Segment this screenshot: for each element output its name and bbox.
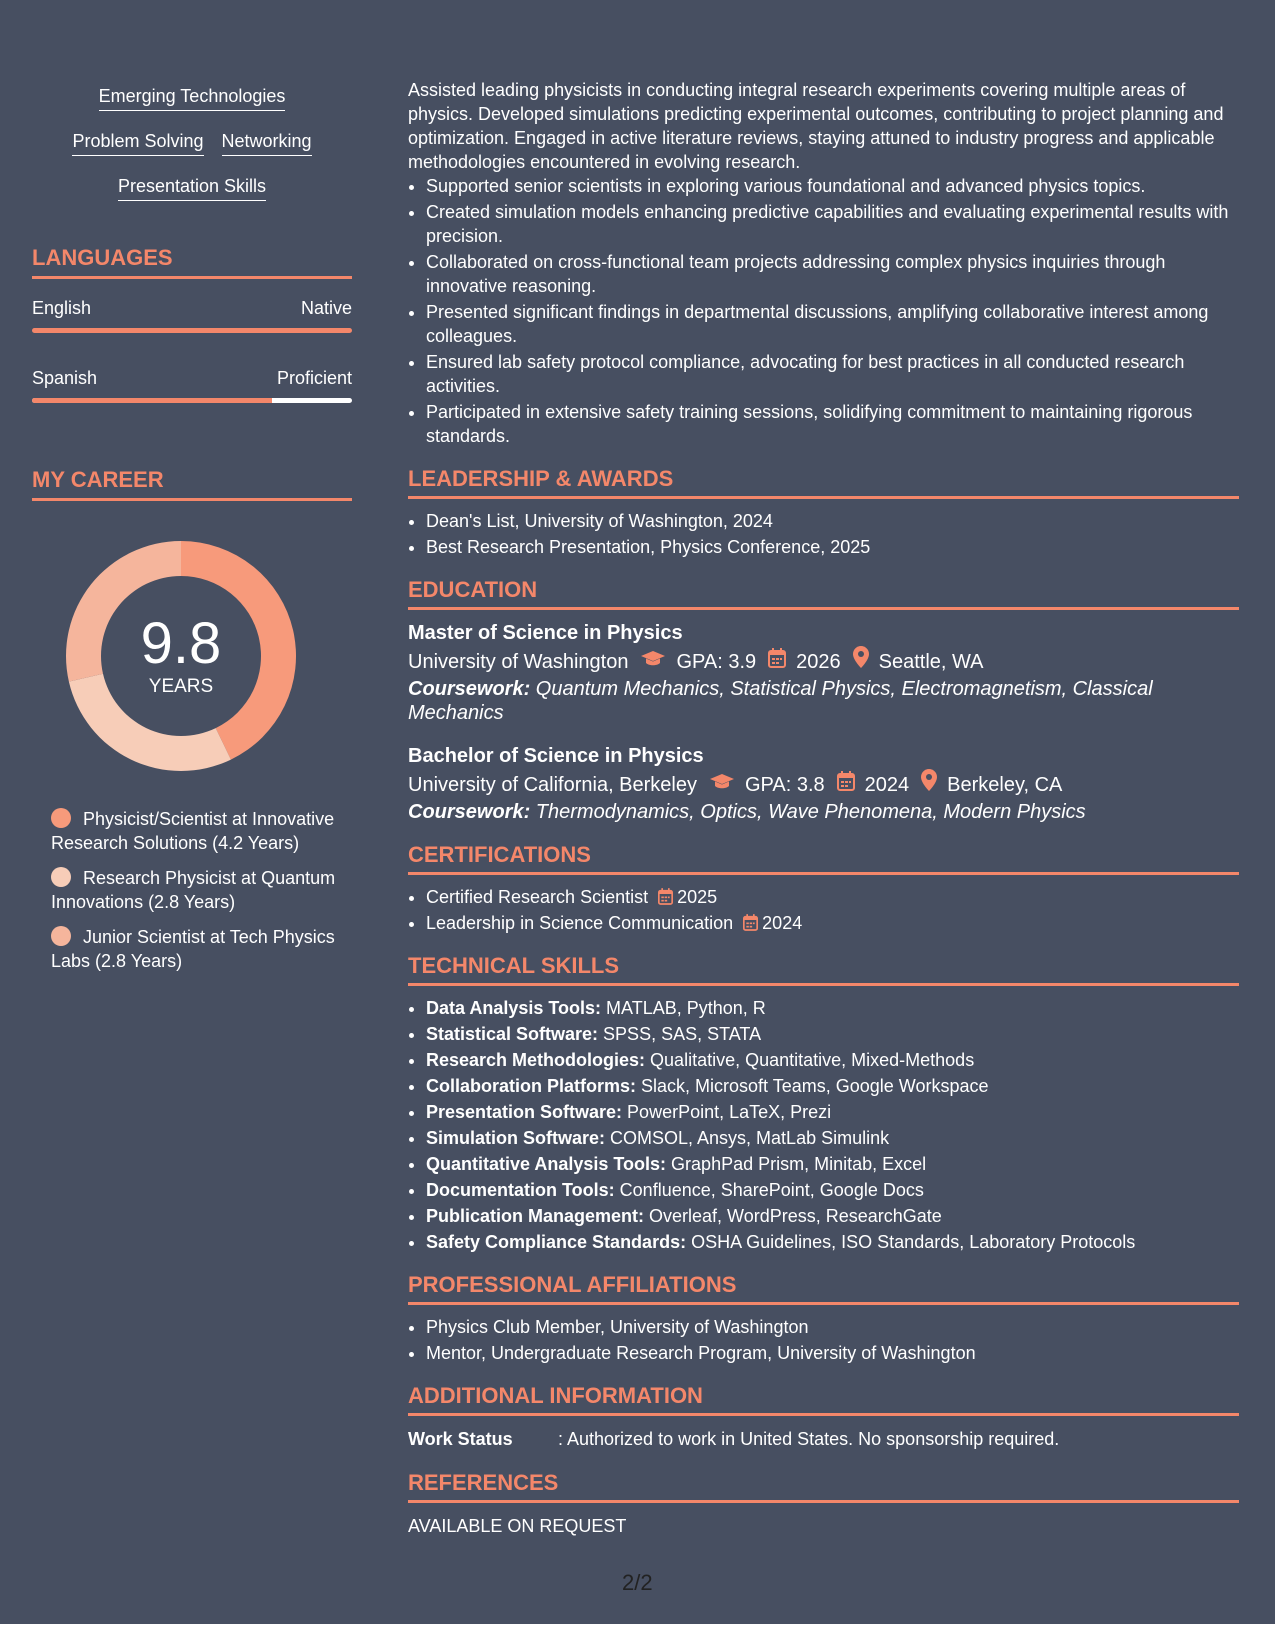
certification-item: • Certified Research Scientist 2025 bbox=[426, 885, 1239, 909]
education-gpa: GPA: 3.9 bbox=[676, 650, 757, 673]
affiliations-heading: PROFESSIONAL AFFILIATIONS bbox=[408, 1272, 1239, 1305]
experience-bullet: • Created simulation models enhancing predictive capabilities and evaluating experimental results with precision. bbox=[426, 200, 1239, 248]
language-bar bbox=[32, 328, 352, 333]
education-school: University of Washington bbox=[408, 650, 629, 673]
language-name: English bbox=[32, 298, 92, 318]
references-heading: REFERENCES bbox=[408, 1470, 1239, 1503]
calendar-icon bbox=[768, 647, 786, 677]
languages-heading: LANGUAGES bbox=[32, 245, 352, 279]
technical-skill-item: • Statistical Software: SPSS, SAS, STATA bbox=[426, 1022, 1239, 1046]
skill-tag: Problem Solving bbox=[72, 130, 203, 156]
education-gpa: GPA: 3.8 bbox=[745, 773, 825, 796]
leadership-heading: LEADERSHIP & AWARDS bbox=[408, 466, 1239, 499]
skills-tags bbox=[32, 85, 352, 201]
affiliation-item: • Mentor, Undergraduate Research Program, University of Washington bbox=[426, 1341, 1239, 1365]
language-bar-fill bbox=[32, 398, 272, 403]
certification-item: • Leadership in Science Communication 2024 bbox=[426, 911, 1239, 935]
language-level: Native bbox=[300, 298, 352, 318]
technical-skill-item: • Simulation Software: COMSOL, Ansys, MatLab Simulink bbox=[426, 1126, 1239, 1150]
language-bar-fill bbox=[32, 328, 352, 333]
certification-year: 2025 bbox=[677, 887, 718, 907]
experience-bullet: • Collaborated on cross-functional team projects addressing complex physics inquiries through innovative reasoning. bbox=[426, 250, 1239, 298]
experience-bullet: • Presented significant findings in departmental discussions, amplifying collaborative interest among colleagues. bbox=[426, 300, 1239, 348]
skill-tag: Networking bbox=[222, 130, 312, 156]
work-status-row bbox=[408, 1426, 1239, 1452]
education-coursework: Coursework: Quantum Mechanics, Statistical Physics, Electromagnetism, Classical Mechanics bbox=[408, 678, 1153, 724]
sidebar bbox=[32, 85, 352, 984]
references-text: AVAILABLE ON REQUEST bbox=[408, 1516, 627, 1536]
education-location: Seattle, WA bbox=[878, 650, 984, 673]
education-entry bbox=[408, 620, 1239, 725]
career-legend bbox=[51, 807, 341, 973]
location-pin-icon bbox=[853, 646, 869, 677]
career-legend-item: Physicist/Scientist at Innovative Research Solutions (4.2 Years) bbox=[51, 809, 335, 853]
graduation-cap-icon bbox=[709, 770, 735, 800]
career-legend-item: Junior Scientist at Tech Physics Labs (2.8 Years) bbox=[51, 927, 335, 971]
technical-skill-item: • Documentation Tools: Confluence, SharePoint, Google Docs bbox=[426, 1178, 1239, 1202]
page-footer-strip bbox=[0, 1624, 1275, 1650]
legend-dot-icon bbox=[51, 867, 71, 887]
education-school: University of California, Berkeley bbox=[408, 773, 697, 796]
technical-skill-item: • Collaboration Platforms: Slack, Microsoft Teams, Google Workspace bbox=[426, 1074, 1239, 1098]
language-name: Spanish bbox=[32, 368, 98, 388]
certifications-heading: CERTIFICATIONS bbox=[408, 842, 1239, 875]
experience-summary: Assisted leading physicists in conducting integral research experiments covering multiple areas of physics. Developed simulations predicting experimental outcomes, contributing to project planning and optimization. Engaged in active literature reviews, staying attuned to industry progress and applicable methodologies encountered in evolving research. bbox=[408, 80, 1224, 172]
affiliation-item: • Physics Club Member, University of Washington bbox=[426, 1315, 1239, 1339]
experience-bullets bbox=[408, 174, 1239, 448]
language-item bbox=[32, 297, 352, 333]
technical-skill-item: • Research Methodologies: Qualitative, Quantitative, Mixed-Methods bbox=[426, 1048, 1239, 1072]
education-year: 2026 bbox=[796, 650, 841, 673]
career-donut-chart bbox=[66, 541, 296, 771]
skill-row bbox=[32, 130, 352, 156]
graduation-cap-icon bbox=[640, 647, 666, 677]
calendar-icon bbox=[658, 888, 673, 905]
technical-skill-item: • Safety Compliance Standards: OSHA Guidelines, ISO Standards, Laboratory Protocols bbox=[426, 1230, 1239, 1254]
skill-tag: Presentation Skills bbox=[118, 175, 266, 201]
page-number: 2/2 bbox=[622, 1570, 653, 1595]
technical-skill-item: • Quantitative Analysis Tools: GraphPad Prism, Minitab, Excel bbox=[426, 1152, 1239, 1176]
legend-dot-icon bbox=[51, 808, 71, 828]
education-degree: Bachelor of Science in Physics bbox=[408, 745, 704, 767]
language-item bbox=[32, 367, 352, 403]
education-degree: Master of Science in Physics bbox=[408, 622, 683, 644]
experience-bullet: • Participated in extensive safety training sessions, solidifying commitment to maintaining rigorous standards. bbox=[426, 400, 1239, 448]
skill-row bbox=[32, 85, 352, 111]
work-status-label: Work Status bbox=[408, 1429, 513, 1449]
location-pin-icon bbox=[921, 769, 937, 800]
technical-skill-item: • Presentation Software: PowerPoint, LaTeX, Prezi bbox=[426, 1100, 1239, 1124]
leadership-list bbox=[408, 509, 1239, 559]
skill-row bbox=[32, 175, 352, 201]
work-status-value: : Authorized to work in United States. No sponsorship required. bbox=[558, 1429, 1060, 1449]
technical-skill-item: • Data Analysis Tools: MATLAB, Python, R bbox=[426, 996, 1239, 1020]
skill-tag: Emerging Technologies bbox=[99, 85, 286, 111]
calendar-icon bbox=[837, 770, 855, 800]
leadership-item: • Dean's List, University of Washington, 2024 bbox=[426, 509, 1239, 533]
career-heading: MY CAREER bbox=[32, 467, 352, 501]
experience-bullet: • Supported senior scientists in exploring various foundational and advanced physics topics. bbox=[426, 174, 1239, 198]
certifications-list bbox=[408, 885, 1239, 935]
calendar-icon bbox=[743, 914, 758, 931]
education-year: 2024 bbox=[864, 773, 910, 796]
education-coursework: Coursework: Thermodynamics, Optics, Wave Phenomena, Modern Physics bbox=[408, 801, 1086, 823]
legend-dot-icon bbox=[51, 926, 71, 946]
language-bar bbox=[32, 398, 352, 403]
experience-bullet: • Ensured lab safety protocol compliance, advocating for best practices in all conducted research activities. bbox=[426, 350, 1239, 398]
education-heading: EDUCATION bbox=[408, 577, 1239, 610]
additional-info-heading: ADDITIONAL INFORMATION bbox=[408, 1383, 1239, 1416]
career-legend-item: Research Physicist at Quantum Innovations (2.8 Years) bbox=[51, 868, 336, 912]
technical-skills-list bbox=[408, 996, 1239, 1254]
education-location: Berkeley, CA bbox=[947, 773, 1063, 796]
language-level: Proficient bbox=[276, 368, 352, 388]
leadership-item: • Best Research Presentation, Physics Conference, 2025 bbox=[426, 535, 1239, 559]
languages-list bbox=[32, 297, 352, 403]
certification-year: 2024 bbox=[762, 913, 803, 933]
career-total-unit: YEARS bbox=[148, 676, 214, 697]
technical-skills-heading: TECHNICAL SKILLS bbox=[408, 953, 1239, 986]
technical-skill-item: • Publication Management: Overleaf, WordPress, ResearchGate bbox=[426, 1204, 1239, 1228]
education-entry bbox=[408, 743, 1239, 824]
affiliations-list bbox=[408, 1315, 1239, 1365]
main-content bbox=[408, 78, 1239, 1539]
career-total-years: 9.8 bbox=[140, 611, 222, 676]
